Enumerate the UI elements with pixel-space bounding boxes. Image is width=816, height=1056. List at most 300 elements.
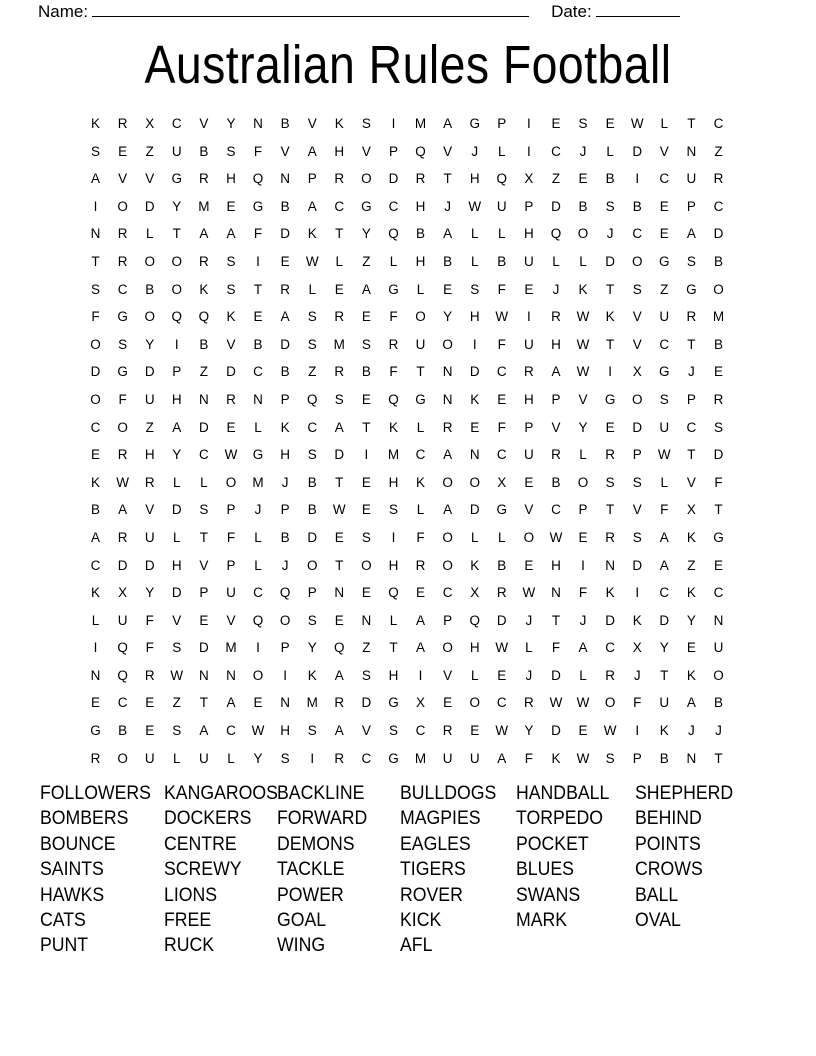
grid-cell: D (171, 585, 182, 601)
grid-cell: F (91, 309, 100, 325)
grid-cell: V (443, 143, 453, 159)
word-list-item[interactable]: CATS (40, 909, 86, 931)
grid-cell: C (117, 281, 128, 297)
grid-cell: H (226, 171, 236, 187)
grid-cell: L (200, 474, 208, 490)
grid-cell: D (469, 364, 480, 380)
word-list-item[interactable]: FORWARD (277, 808, 368, 830)
grid-cell: T (91, 253, 100, 269)
grid-cell: N (361, 612, 372, 628)
grid-cell: T (443, 171, 452, 187)
word-list-item[interactable]: CENTRE (164, 833, 237, 855)
grid-cell: B (118, 723, 128, 739)
grid-cell: J (715, 723, 722, 739)
grid-cell: N (198, 667, 209, 683)
grid-cell: P (578, 502, 588, 518)
word-list-column (277, 781, 400, 959)
grid-cell: X (524, 171, 534, 187)
grid-cell: N (253, 116, 263, 131)
grid-cell: I (256, 640, 260, 656)
grid-cell: R (605, 529, 615, 545)
grid-cell: C (117, 695, 128, 711)
grid-cell: C (659, 171, 670, 187)
word-list-item[interactable]: TIGERS (400, 859, 466, 881)
grid-cell: I (93, 198, 98, 214)
grid-cell: E (443, 695, 453, 711)
word-list-column (400, 781, 516, 959)
grid-cell: C (496, 364, 507, 380)
grid-cell: O (442, 529, 453, 545)
grid-cell: S (280, 750, 290, 766)
grid-cell: S (388, 502, 398, 518)
grid-cell: U (496, 198, 507, 214)
word-list-item[interactable]: KICK (400, 909, 442, 931)
grid-cell: L (416, 419, 425, 435)
grid-cell: B (605, 171, 615, 187)
grid-cell: K (551, 750, 561, 766)
word-list-column (164, 781, 277, 959)
grid-cell: L (525, 640, 533, 656)
grid-cell: A (307, 198, 317, 214)
grid-cell: R (523, 364, 534, 380)
grid-cell: J (281, 557, 289, 573)
grid-cell: Q (252, 171, 264, 187)
grid-cell: K (470, 557, 480, 573)
grid-cell: G (686, 281, 697, 297)
grid-cell: F (145, 640, 154, 656)
grid-cell: G (604, 391, 616, 407)
grid-cell: E (713, 364, 723, 380)
grid-cell: J (254, 502, 262, 518)
grid-cell: U (523, 336, 534, 352)
grid-cell: A (307, 143, 317, 159)
date-label: Date: (551, 2, 592, 21)
grid-cell: E (334, 281, 344, 297)
grid-cell: D (605, 253, 615, 269)
grid-cell: W (603, 723, 617, 739)
grid-cell: P (280, 391, 290, 407)
grid-cell: Z (551, 171, 561, 187)
grid-cell: V (199, 557, 209, 573)
grid-cell: R (226, 391, 236, 407)
grid-cell: R (442, 419, 453, 435)
grid-cell: E (659, 226, 669, 242)
grid-cell: B (713, 253, 723, 269)
grid-cell: P (172, 364, 182, 380)
grid-cell: T (199, 695, 208, 711)
grid-cell: D (659, 612, 670, 628)
word-list-item[interactable]: ROVER (400, 884, 463, 906)
grid-cell: N (280, 695, 290, 711)
grid-cell: R (144, 474, 155, 490)
grid-cell: R (686, 309, 697, 325)
grid-cell: A (118, 502, 128, 518)
grid-cell: O (171, 281, 183, 297)
grid-cell: L (660, 116, 669, 131)
word-list-item[interactable]: BOMBERS (40, 808, 129, 830)
grid-cell: C (496, 447, 507, 463)
grid-cell: I (526, 309, 531, 325)
word-list-item[interactable]: MAGPIES (400, 808, 481, 830)
grid-cell: J (281, 474, 289, 490)
grid-cell: E (253, 309, 263, 325)
grid-cell: O (577, 474, 589, 490)
grid-cell: J (606, 226, 614, 242)
grid-cell: A (686, 695, 696, 711)
grid-cell: S (361, 529, 371, 545)
word-list-item[interactable]: POWER (277, 884, 344, 906)
word-list-item[interactable]: BACKLINE (277, 783, 365, 804)
grid-cell: G (117, 364, 128, 380)
grid-cell: O (361, 171, 372, 187)
grid-cell: S (172, 723, 182, 739)
grid-cell: U (171, 143, 182, 159)
grid-cell: P (551, 391, 561, 407)
grid-cell: P (632, 750, 642, 766)
grid-cell: E (524, 474, 534, 490)
grid-cell: E (199, 612, 209, 628)
grid-cell: R (334, 309, 345, 325)
grid-cell: P (226, 557, 236, 573)
grid-cell: T (687, 447, 696, 463)
grid-cell: N (442, 364, 453, 380)
grid-cell: C (388, 198, 399, 214)
grid-cell: V (118, 171, 128, 187)
word-list-item[interactable]: BLUES (516, 859, 574, 881)
name-input-rule[interactable] (92, 0, 529, 17)
grid-cell: V (524, 502, 534, 518)
grid-cell: E (361, 585, 371, 601)
grid-cell: S (226, 253, 236, 269)
grid-cell: T (416, 364, 425, 380)
grid-cell: V (280, 143, 290, 159)
grid-cell: B (443, 253, 453, 269)
grid-cell: D (361, 695, 372, 711)
grid-cell: D (226, 364, 236, 380)
grid-cell: B (361, 364, 371, 380)
grid-cell: U (442, 750, 453, 766)
grid-cell: G (252, 198, 264, 214)
grid-cell: F (226, 529, 236, 545)
grid-cell: O (144, 309, 155, 325)
grid-cell: C (415, 447, 426, 463)
grid-cell: T (389, 640, 398, 656)
grid-cell: B (253, 336, 263, 352)
grid-cell: J (579, 143, 587, 159)
grid-cell: F (497, 419, 506, 435)
grid-cell: K (659, 723, 669, 739)
grid-cell: E (578, 723, 588, 739)
grid-cell: S (605, 198, 615, 214)
grid-cell: V (686, 474, 696, 490)
word-list-item[interactable]: GOAL (277, 909, 327, 931)
grid-cell: T (605, 336, 615, 352)
grid-cell: G (659, 364, 670, 380)
word-list-item[interactable]: HAWKS (40, 884, 105, 906)
grid-cell: C (307, 419, 318, 435)
grid-cell: V (226, 336, 236, 352)
grid-cell: O (252, 667, 264, 683)
grid-cell: Q (171, 309, 183, 325)
grid-cell: H (280, 447, 290, 463)
grid-cell: S (659, 391, 669, 407)
grid-cell: T (335, 226, 344, 242)
grid-cell: A (91, 529, 101, 545)
grid-cell: S (307, 723, 317, 739)
grid-cell: A (497, 750, 507, 766)
word-list-item[interactable]: FOLLOWERS (40, 783, 151, 804)
grid-cell: V (226, 612, 236, 628)
grid-cell: Q (334, 640, 345, 656)
grid-cell: C (198, 447, 209, 463)
word-list-item[interactable]: RUCK (164, 935, 215, 957)
grid-cell: E (361, 309, 371, 325)
word-list-item[interactable]: BEHIND (635, 808, 702, 830)
grid-cell: D (334, 447, 345, 463)
grid-cell: T (605, 281, 615, 297)
grid-cell: U (144, 391, 155, 407)
grid-cell: O (442, 640, 453, 656)
word-list-item[interactable]: SCREWY (164, 859, 242, 881)
grid-cell: B (280, 529, 290, 545)
grid-cell: L (470, 253, 479, 269)
grid-cell: R (144, 667, 155, 683)
grid-cell: O (90, 391, 101, 407)
word-list-item[interactable]: POCKET (516, 833, 589, 855)
grid-cell: N (334, 585, 345, 601)
grid-cell: C (713, 198, 724, 214)
grid-cell: F (497, 336, 506, 352)
grid-cell: H (551, 336, 561, 352)
grid-cell: S (578, 116, 588, 131)
grid-cell: M (333, 336, 345, 352)
grid-cell: U (415, 336, 426, 352)
grid-cell: N (226, 667, 236, 683)
grid-cell: Q (496, 171, 508, 187)
word-list-item[interactable]: CROWS (635, 859, 703, 881)
grid-cell: E (578, 529, 588, 545)
grid-cell: L (227, 750, 235, 766)
grid-cell: D (90, 364, 101, 380)
grid-cell: O (415, 309, 426, 325)
grid-cell: L (498, 529, 506, 545)
word-list-item[interactable]: LIONS (164, 884, 218, 906)
grid-cell: F (145, 612, 154, 628)
grid-cell: E (470, 419, 480, 435)
grid-cell: J (579, 612, 587, 628)
grid-cell: E (524, 557, 534, 573)
grid-cell: S (713, 419, 723, 435)
grid-cell: B (307, 502, 317, 518)
grid-cell: D (632, 143, 643, 159)
grid-cell: R (198, 171, 209, 187)
grid-cell: W (630, 116, 644, 131)
grid-cell: A (443, 226, 453, 242)
grid-cell: C (90, 419, 101, 435)
grid-cell: L (254, 557, 262, 573)
grid-cell: X (145, 116, 155, 131)
word-list-item[interactable]: TORPEDO (516, 808, 604, 830)
grid-cell: M (414, 116, 427, 131)
grid-cell: B (659, 750, 669, 766)
grid-cell: F (524, 750, 533, 766)
grid-cell: I (608, 364, 612, 380)
grid-cell: C (171, 116, 182, 131)
grid-cell: W (522, 585, 536, 601)
grid-cell: Z (714, 143, 723, 159)
word-list-item[interactable]: HANDBALL (516, 783, 610, 804)
grid-cell: N (605, 557, 615, 573)
grid-cell: P (524, 198, 534, 214)
grid-cell: A (443, 447, 453, 463)
grid-cell: G (252, 447, 264, 463)
grid-cell: A (416, 612, 426, 628)
grid-cell: H (523, 391, 534, 407)
grid-cell: E (713, 557, 723, 573)
word-list-item[interactable]: FREE (164, 909, 212, 931)
word-list-item[interactable]: OVAL (635, 909, 681, 931)
grid-cell: S (632, 474, 642, 490)
page-title: Australian Rules Football (144, 35, 672, 95)
grid-cell: A (551, 364, 561, 380)
grid-cell: J (525, 612, 533, 628)
grid-cell: X (416, 695, 426, 711)
grid-cell: V (361, 143, 371, 159)
grid-cell: B (551, 474, 561, 490)
grid-cell: D (144, 557, 155, 573)
grid-cell: Y (253, 750, 263, 766)
word-list-item[interactable]: SWANS (516, 884, 581, 906)
grid-cell: W (576, 309, 590, 325)
grid-cell: P (199, 585, 209, 601)
grid-cell: U (144, 529, 155, 545)
grid-cell: Y (443, 309, 453, 325)
grid-cell: L (91, 612, 100, 628)
grid-cell: L (416, 502, 425, 518)
grid-cell: Q (415, 143, 426, 159)
grid-cell: I (93, 640, 98, 656)
grid-cell: S (307, 447, 317, 463)
grid-cell: J (633, 667, 641, 683)
grid-cell: I (418, 667, 423, 683)
grid-cell: D (551, 198, 561, 214)
grid-cell: S (632, 281, 642, 297)
grid-cell: S (388, 723, 398, 739)
grid-cell: V (578, 391, 588, 407)
grid-cell: I (581, 557, 585, 573)
grid-cell: G (496, 502, 508, 518)
grid-cell: L (579, 447, 587, 463)
grid-cell: E (578, 171, 588, 187)
grid-cell: J (444, 198, 451, 214)
grid-cell: L (470, 667, 479, 683)
grid-cell: E (91, 695, 101, 711)
word-list-item[interactable]: WING (277, 935, 326, 957)
word-list-item[interactable]: BALL (635, 884, 679, 906)
grid-cell: B (416, 226, 426, 242)
grid-cell: S (632, 529, 642, 545)
grid-cell: W (576, 336, 590, 352)
grid-cell: Z (145, 419, 154, 435)
grid-cell: A (226, 695, 236, 711)
grid-cell: J (552, 281, 560, 297)
grid-cell: Z (362, 253, 371, 269)
grid-cell: K (632, 612, 642, 628)
word-list-item[interactable]: AFL (400, 935, 433, 957)
grid-cell: R (605, 447, 615, 463)
grid-cell: E (524, 281, 534, 297)
grid-cell: L (498, 226, 506, 242)
word-list-item[interactable]: KANGAROOS (164, 783, 278, 804)
word-list-item[interactable]: TACKLE (277, 859, 345, 881)
grid-cell: L (552, 253, 560, 269)
grid-cell: Q (252, 612, 264, 628)
grid-cell: L (470, 226, 479, 242)
grid-cell: V (199, 116, 209, 131)
grid-cell: H (388, 557, 399, 573)
word-list-item[interactable]: PUNT (40, 935, 89, 957)
word-list-item[interactable]: DOCKERS (164, 808, 252, 830)
word-list-item[interactable]: SHEPHERD (635, 783, 734, 804)
grid-cell: S (470, 281, 480, 297)
grid-cell: O (90, 336, 101, 352)
word-list-item[interactable]: SAINTS (40, 859, 104, 881)
grid-cell: K (605, 585, 615, 601)
grid-cell: V (145, 171, 155, 187)
word-list-item[interactable]: POINTS (635, 833, 701, 855)
word-list-item[interactable]: MARK (516, 909, 568, 931)
grid-cell: W (657, 447, 671, 463)
grid-cell: C (551, 502, 561, 518)
grid-cell: O (171, 253, 183, 269)
grid-cell: R (117, 116, 128, 131)
grid-cell: D (307, 529, 318, 545)
grid-cell: U (198, 750, 209, 766)
grid-cell: L (335, 253, 344, 269)
grid-cell: B (497, 557, 507, 573)
grid-cell: G (361, 198, 372, 214)
grid-cell: I (364, 447, 369, 463)
grid-cell: O (306, 557, 318, 573)
grid-cell: N (442, 391, 453, 407)
grid-cell: K (307, 226, 317, 242)
grid-cell: Y (659, 640, 669, 656)
grid-cell: V (551, 419, 561, 435)
grid-cell: R (415, 171, 426, 187)
word-list-item[interactable]: BULLDOGS (400, 783, 497, 804)
grid-cell: W (495, 723, 509, 739)
grid-cell: S (307, 336, 317, 352)
grid-cell: F (389, 309, 398, 325)
grid-cell: U (144, 750, 155, 766)
grid-cell: E (497, 391, 507, 407)
word-list-item[interactable]: EAGLES (400, 833, 471, 855)
grid-cell: X (497, 474, 507, 490)
grid-cell: C (659, 336, 670, 352)
grid-cell: E (605, 419, 615, 435)
grid-cell: T (714, 750, 723, 766)
word-list-item[interactable]: DEMONS (277, 833, 355, 855)
grid-cell: K (91, 474, 101, 490)
date-input-rule[interactable] (596, 0, 680, 17)
grid-cell: H (171, 391, 182, 407)
grid-cell: Z (362, 640, 371, 656)
word-list-item[interactable]: BOUNCE (40, 833, 116, 855)
grid-cell: Q (306, 391, 318, 407)
grid-cell: O (361, 557, 372, 573)
grid-cell: G (117, 309, 128, 325)
grid-cell: D (117, 557, 128, 573)
